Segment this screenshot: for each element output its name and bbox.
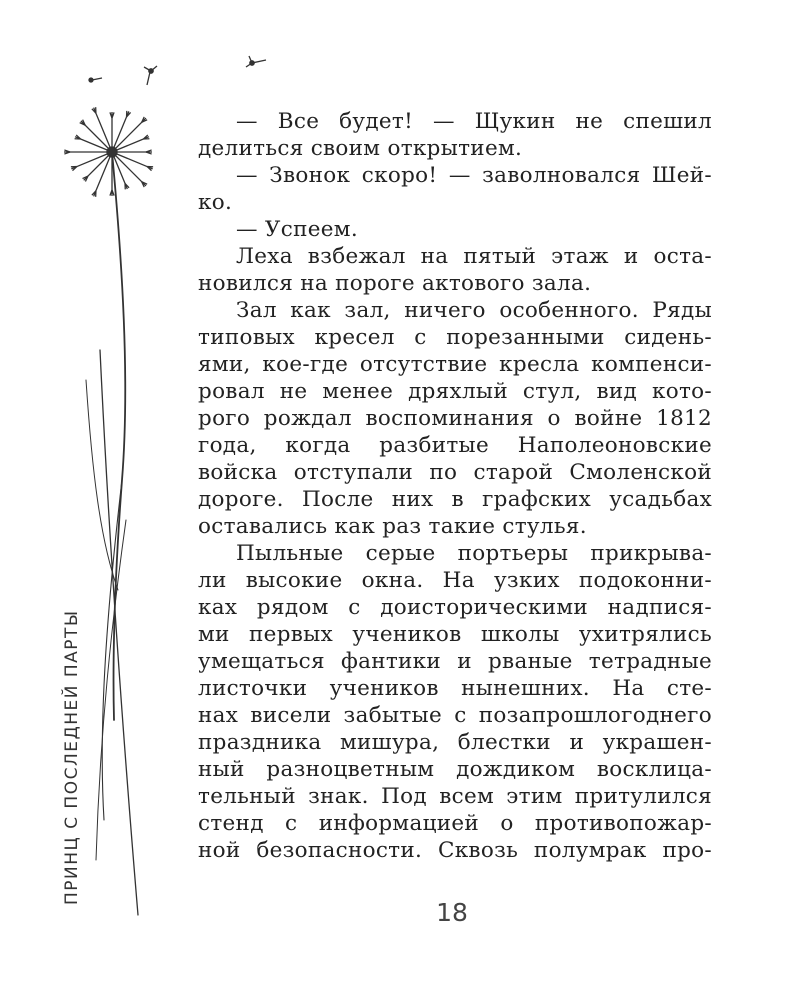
- text-line: года, когда разбитые Наполеоновские: [198, 433, 712, 458]
- text-line: листочки учеников нынешних. На сте-: [198, 676, 712, 701]
- text-line: тельный знак. Под всем этим притулился: [198, 784, 712, 809]
- page-number: 18: [436, 898, 468, 927]
- text-line: делиться своим открытием.: [198, 136, 523, 161]
- text-line: типовых кресел с порезанными сидень-: [198, 325, 712, 350]
- text-line: умещаться фантики и рваные тетрадные: [198, 649, 712, 674]
- text-line: Зал как зал, ничего особенного. Ряды: [236, 298, 712, 323]
- seed-icon: [144, 66, 157, 85]
- text-line: новился на пороге актового зала.: [198, 271, 592, 296]
- text-line: праздника мишура, блестки и украшен-: [198, 730, 712, 755]
- book-title-vertical: ПРИНЦ С ПОСЛЕДНЕЙ ПАРТЫ: [62, 609, 82, 905]
- text-line: — Успеем.: [236, 217, 358, 242]
- text-line: войска отступали по старой Смоленской: [198, 460, 712, 485]
- text-line: оставались как раз такие стулья.: [198, 514, 587, 539]
- text-line: стенд с информацией о противопожар-: [198, 811, 712, 836]
- text-line: нах висели забытые с позапрошлогоднего: [198, 703, 712, 728]
- seed-icon: [89, 78, 102, 82]
- page-text: [198, 108, 712, 864]
- text-line: ми первых учеников школы ухитрялись: [198, 622, 712, 647]
- text-line: ный разноцветным дождиком восклица-: [198, 757, 712, 782]
- text-line: ями, кое-где отсутствие кресла компенси-: [198, 352, 712, 377]
- text-line: Леха взбежал на пятый этаж и оста-: [236, 244, 712, 269]
- text-line: Пыльные серые портьеры прикрыва-: [236, 541, 712, 566]
- dandelion-head: [64, 107, 153, 197]
- text-line: рого рождал воспоминания о войне 1812: [198, 406, 712, 431]
- text-line: ли высокие окна. На узких подоконни-: [198, 568, 712, 593]
- text-line: — Все будет! — Щукин не спешил: [236, 109, 712, 134]
- text-line: дороге. После них в графских усадьбах: [198, 487, 712, 512]
- text-line: ровал не менее дряхлый стул, вид кото-: [198, 379, 712, 404]
- text-line: ках рядом с доисторическими надпися-: [198, 595, 712, 620]
- seed-icon: [246, 56, 266, 67]
- text-line: — Звонок скоро! — заволновался Шей-: [236, 163, 712, 188]
- text-line: ко.: [198, 190, 233, 215]
- text-line: ной безопасности. Сквозь полумрак про-: [198, 838, 712, 863]
